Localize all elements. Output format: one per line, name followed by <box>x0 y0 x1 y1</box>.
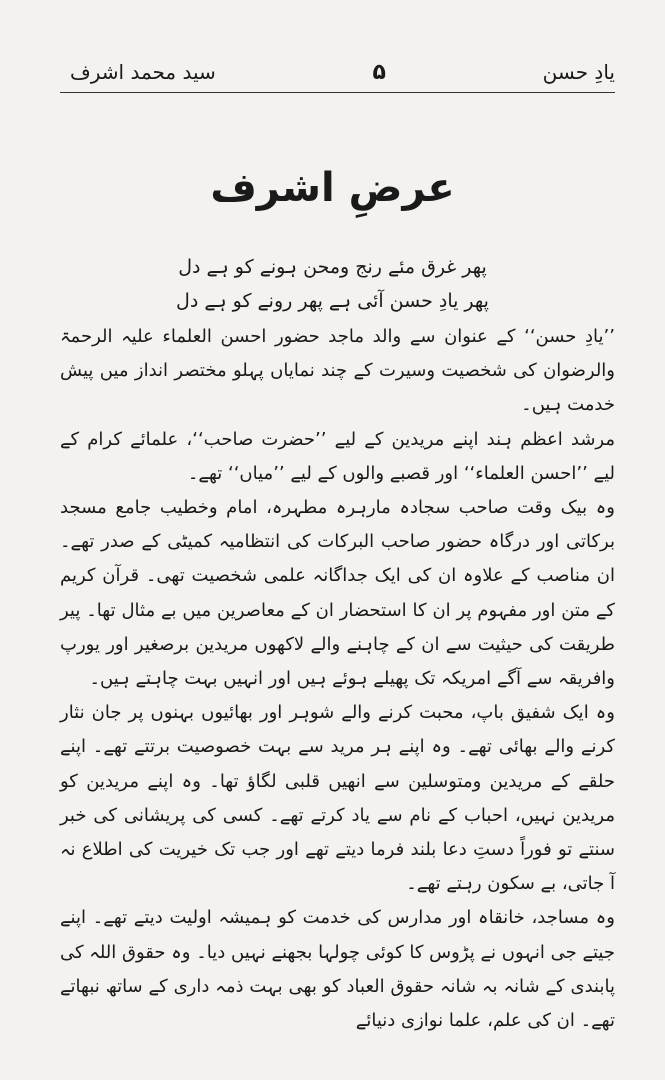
paragraph: وہ ایک شفیق باپ، محبت کرنے والے شوہر اور بھائیوں بہنوں پر جان نثار کرنے والے بھائی تھے۔ وہ اپنے ہر مرید سے بہت خصوصیت برتتے تھے۔ اپنے حلقے کے مریدین ومتوسلین سے انھیں قلبی لگاؤ تھا۔ وہ اپنے مریدین کو مریدین نہیں، احباب کے نام سے یاد کرتے تھے۔ کسی کی پریشانی کی خبر سنتے تو فوراً دستِ دعا بلند فرما دیتے تھے اور جب تک خیریت کی اطلاع نہ آ جاتی، بے سکون رہتے تھے۔ <box>60 702 615 895</box>
verse-line: پھر غرق مئے رنج ومحن ہونے کو ہے دل <box>178 256 487 278</box>
running-header <box>70 55 615 89</box>
paragraph: وہ بیک وقت صاحب سجادہ مارہرہ مطہرہ، امام وخطیب جامع مسجد برکاتی اور درگاہ حضور صاحب البرکات کی انتظامیہ کمیٹی کے صدر تھے۔ ان مناصب کے علاوہ ان کی ایک جداگانہ علمی شخصیت تھی۔ قرآن کریم کے متن اور مفہوم پر ان کا استحضار ان کے معاصرین میں بے مثال تھا۔ پیر طریقت کی حیثیت سے ان کے چاہنے والے لاکھوں مریدین برصغیر اور یورپ وافریقہ سے آگے امریکہ تک پھیلے ہوئے ہیں اور انہیں بہت چاہتے ہیں۔ <box>60 497 615 690</box>
book-title: یادِ حسن <box>542 60 615 84</box>
page-title: عرضِ اشرف <box>210 165 455 211</box>
paragraph: ’’یادِ حسن‘‘ کے عنوان سے والد ماجد حضور احسن العلماء علیہ الرحمۃ والرضوان کی شخصیت وسیرت کے چند نمایاں پہلو مختصر انداز میں پیش خدمت ہیں۔ <box>60 326 615 416</box>
paragraph: وہ مساجد، خانقاہ اور مدارس کی خدمت کو ہمیشہ اولیت دیتے تھے۔ اپنے جیتے جی انہوں نے پڑوس کا کوئی چولہا بجھنے نہیں دیا۔ وہ حقوق اللہ کی پابندی کے شانہ بہ شانہ حقوق العباد کو بھی بہت ذمہ داری کے ساتھ نبھاتے تھے۔ ان کی علم، علما نوازی دنیائے <box>60 907 615 1032</box>
verse-line: پھر یادِ حسن آئی ہے پھر رونے کو ہے دل <box>176 290 489 312</box>
page-number: ۵ <box>372 59 386 85</box>
header-rule <box>60 92 615 93</box>
author-name: سید محمد اشرف <box>70 60 216 84</box>
body-text <box>60 320 615 1038</box>
couplet <box>0 250 665 318</box>
paragraph: مرشد اعظم ہند اپنے مریدین کے لیے ’’حضرت صاحب‘‘، علمائے کرام کے لیے ’’احسن العلماء‘‘ اور قصبے والوں کے لیے ’’میاں‘‘ تھے۔ <box>60 428 615 484</box>
